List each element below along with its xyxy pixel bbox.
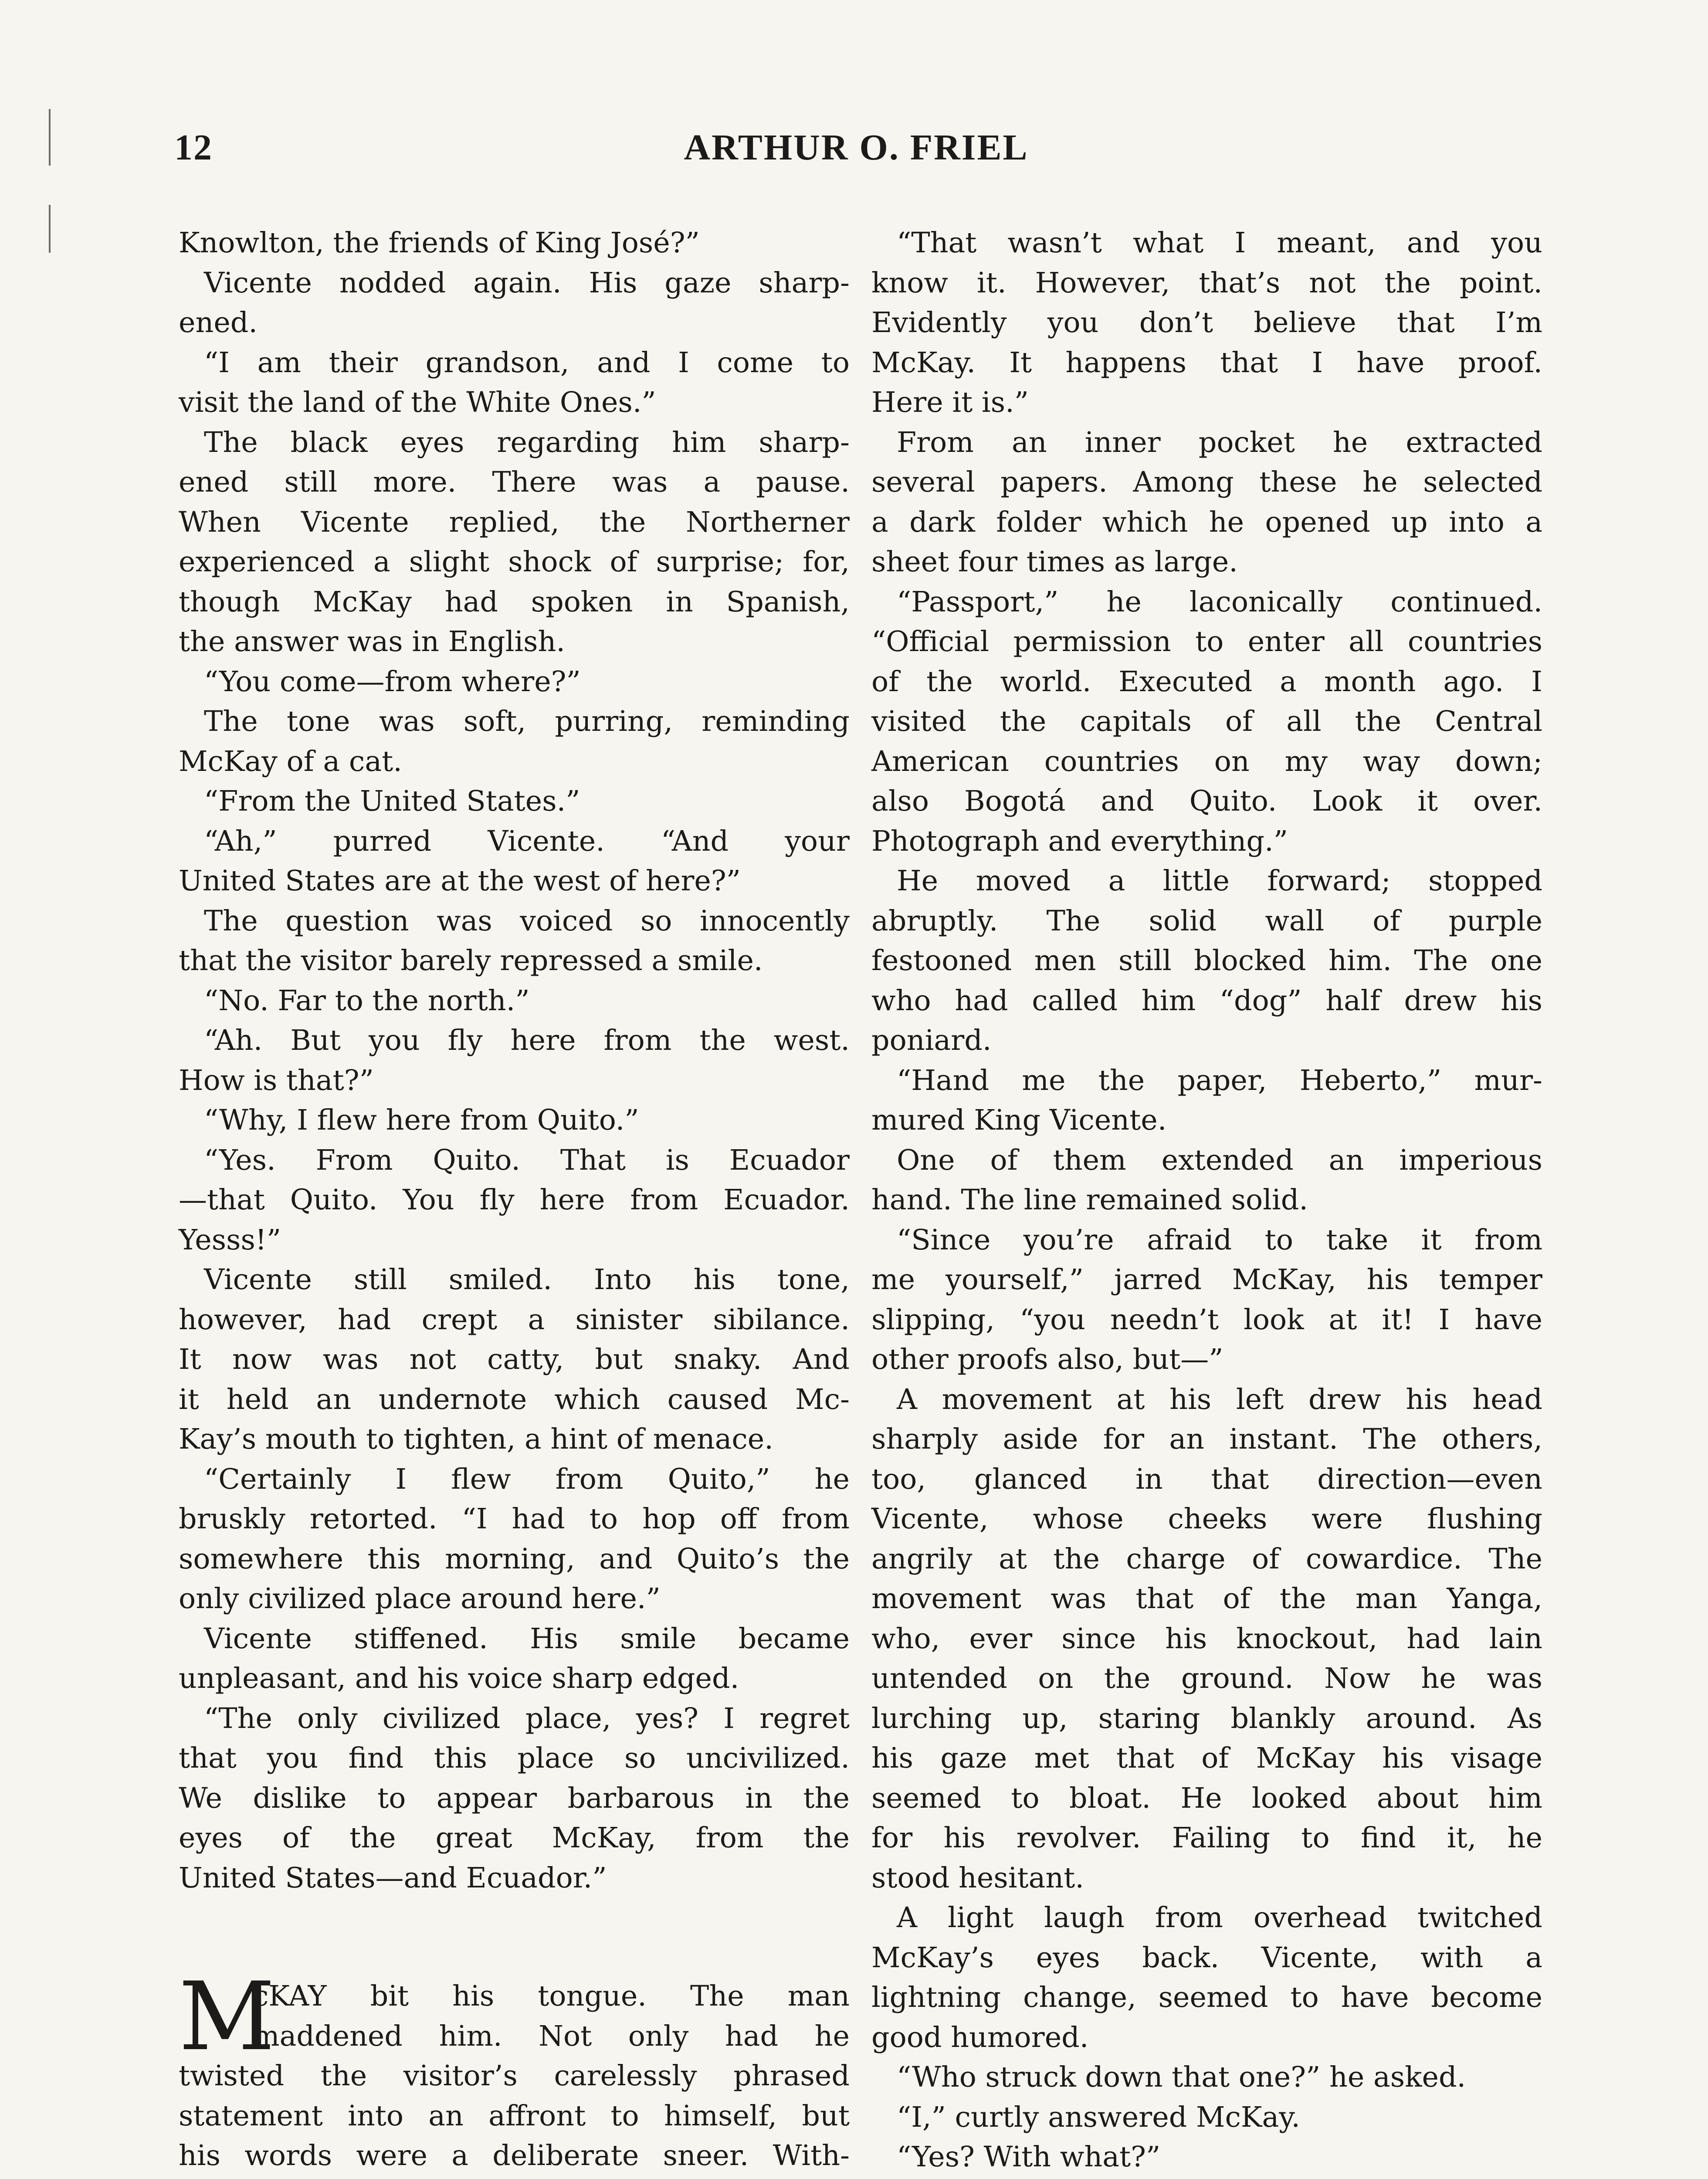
page-header <box>174 126 1538 192</box>
text-line: who, ever since his knockout, had lain <box>871 1622 1542 1655</box>
text-line: his gaze met that of McKay his visage <box>871 1742 1542 1775</box>
text-line: A light laugh from overhead twitched <box>897 1901 1542 1934</box>
text-line: The question was voiced so innocently <box>204 904 850 937</box>
drop-cap: M <box>179 1962 275 2071</box>
paragraph <box>179 1260 850 1459</box>
text-line: hand. The line remained solid. <box>871 1184 1308 1216</box>
paragraph <box>179 821 850 901</box>
dropcap-paragraph <box>179 1962 850 2179</box>
text-line: that the visitor barely repressed a smile. <box>179 944 763 977</box>
right-column <box>871 223 1542 2179</box>
text-line: —that Quito. You fly here from Ecuador. <box>179 1184 850 1216</box>
paragraph <box>179 343 850 423</box>
paragraph <box>179 1699 850 1898</box>
text-line: mured King Vicente. <box>871 1104 1167 1137</box>
text-line: “Since you’re afraid to take it from <box>897 1223 1542 1256</box>
binding-mark-bottom <box>49 205 51 253</box>
text-line: the answer was in English. <box>179 625 566 658</box>
text-line: “Who struck down that one?” he asked. <box>897 2061 1466 2094</box>
text-line: When Vicente replied, the Northerner <box>179 506 850 539</box>
running-head: ARTHUR O. FRIEL <box>684 127 1029 168</box>
text-line: several papers. Among these he selected <box>871 466 1542 499</box>
text-line: He moved a little forward; stopped <box>897 865 1542 897</box>
text-line: ened still more. There was a pause. <box>179 466 850 499</box>
text-line: Here it is.” <box>871 386 1029 419</box>
text-line: for his revolver. Failing to find it, he <box>871 1822 1542 1854</box>
text-line: Photograph and everything.” <box>871 825 1288 858</box>
text-line: “Yes? With what?” <box>897 2141 1161 2173</box>
text-line: of the world. Executed a month ago. I <box>871 665 1542 698</box>
text-line: “That wasn’t what I meant, and you <box>897 227 1542 259</box>
text-line: “Hand me the paper, Heberto,” mur- <box>897 1064 1542 1097</box>
text-line: poniard. <box>871 1024 992 1057</box>
text-line: “Ah,” purred Vicente. “And your <box>204 825 850 858</box>
text-line: McKay. It happens that I have proof. <box>871 346 1542 379</box>
text-line: From an inner pocket he extracted <box>897 426 1542 459</box>
text-line: sharply aside for an instant. The others, <box>871 1423 1542 1456</box>
text-line: lightning change, seemed to have become <box>871 1981 1542 2014</box>
text-line: “No. Far to the north.” <box>204 984 530 1017</box>
paragraph <box>179 1021 850 1100</box>
text-line: United States are at the west of here?” <box>179 865 741 897</box>
text-line: Evidently you don’t believe that I’m <box>871 306 1542 339</box>
paragraph <box>871 1061 1542 1140</box>
text-line: Vicente stiffened. His smile became <box>204 1622 850 1655</box>
paragraph <box>871 861 1542 1061</box>
paragraph <box>871 1140 1542 1220</box>
text-line: know it. However, that’s not the point. <box>871 266 1542 299</box>
text-line: United States—and Ecuador.” <box>179 1861 607 1894</box>
text-line: twisted the visitor’s carelessly phrased <box>179 2060 850 2092</box>
text-line: that you find this place so uncivilized. <box>179 1742 850 1775</box>
text-line: The tone was soft, purring, reminding <box>204 705 850 738</box>
paragraph <box>179 662 850 702</box>
paragraph <box>871 423 1542 582</box>
text-line: How is that?” <box>179 1064 374 1097</box>
text-line: The black eyes regarding him sharp- <box>204 426 850 459</box>
text-line: eyes of the great McKay, from the <box>179 1822 850 1854</box>
text-line: movement was that of the man Yanga, <box>871 1582 1542 1615</box>
text-line: statement into an affront to himself, but <box>179 2099 850 2132</box>
text-line: We dislike to appear barbarous in the <box>179 1782 850 1815</box>
text-line: untended on the ground. Now he was <box>871 1662 1542 1695</box>
paragraph <box>179 702 850 781</box>
text-line: slipping, “you needn’t look at it! I have <box>871 1303 1542 1336</box>
paragraph <box>871 1220 1542 1380</box>
paragraph <box>179 1459 850 1619</box>
text-line: maddened him. Not only had he <box>253 2019 850 2053</box>
text-line: stood hesitant. <box>871 1861 1084 1894</box>
text-line: McKay’s eyes back. Vicente, with a <box>871 1941 1542 1974</box>
text-line: American countries on my way down; <box>871 745 1542 778</box>
paragraph <box>871 582 1542 862</box>
text-line: “Certainly I flew from Quito,” he <box>204 1463 850 1496</box>
binding-mark-top <box>49 109 51 166</box>
text-line: his words were a deliberate sneer. With- <box>179 2139 850 2172</box>
text-line <box>179 2176 850 2179</box>
text-line: it held an undernote which caused Mc- <box>179 1383 850 1416</box>
paragraph <box>179 1100 850 1140</box>
text-line: “Official permission to enter all countries <box>871 625 1542 658</box>
paragraph <box>179 1140 850 1260</box>
text-line: other proofs also, but—” <box>871 1343 1223 1376</box>
text-line: “I,” curtly answered McKay. <box>897 2101 1300 2134</box>
paragraph <box>871 2057 1542 2098</box>
paragraph <box>871 2137 1542 2177</box>
paragraph <box>179 781 850 821</box>
text-line: experienced a slight shock of surprise; for, <box>179 546 850 578</box>
text-line <box>871 2177 1542 2179</box>
text-line: angrily at the charge of cowardice. The <box>871 1542 1542 1575</box>
paragraph <box>179 423 850 662</box>
text-line: unpleasant, and his voice sharp edged. <box>179 1662 739 1695</box>
paragraph <box>871 2098 1542 2138</box>
paragraph <box>871 223 1542 423</box>
text-line: abruptly. The solid wall of purple <box>871 904 1542 937</box>
text-line: “The only civilized place, yes? I regret <box>204 1702 850 1735</box>
paragraph <box>179 981 850 1021</box>
text-line: “Why, I flew here from Quito.” <box>204 1104 639 1137</box>
text-line: good humored. <box>871 2021 1089 2054</box>
left-column <box>179 223 850 2179</box>
text-line: a dark folder which he opened up into a <box>871 506 1542 539</box>
text-line: “Ah. But you fly here from the west. <box>204 1024 850 1057</box>
paragraph <box>871 1380 1542 1898</box>
text-line: ened. <box>179 306 258 339</box>
text-line: who had called him “dog” half drew his <box>871 984 1542 1017</box>
text-line: Vicente nodded again. His gaze sharp- <box>204 266 850 299</box>
text-line: cKAY bit his tongue. The man <box>253 1980 850 2013</box>
text-line: only civilized place around here.” <box>179 1582 661 1615</box>
paragraph <box>871 2177 1542 2179</box>
text-line: seemed to bloat. He looked about him <box>871 1782 1542 1815</box>
text-line: visit the land of the White Ones.” <box>179 386 656 419</box>
paragraph <box>179 263 850 343</box>
paragraph <box>179 1619 850 1699</box>
text-line: visited the capitals of all the Central <box>871 705 1542 738</box>
text-line: also Bogotá and Quito. Look it over. <box>871 785 1542 818</box>
text-line: A movement at his left drew his head <box>897 1383 1542 1416</box>
section-break <box>179 1898 850 1976</box>
text-line: Knowlton, the friends of King José?” <box>179 227 700 259</box>
paragraph <box>179 223 850 263</box>
text-line: too, glanced in that direction—even <box>871 1463 1542 1496</box>
text-line: festooned men still blocked him. The one <box>871 944 1542 977</box>
text-line: “From the United States.” <box>204 785 580 818</box>
text-line: Yesss!” <box>179 1223 281 1256</box>
paragraph <box>871 1898 1542 2057</box>
paragraph <box>179 901 850 981</box>
text-line: Vicente, whose cheeks were flushing <box>871 1503 1542 1535</box>
text-line: McKay of a cat. <box>179 745 402 778</box>
text-line: however, had crept a sinister sibilance. <box>179 1303 850 1336</box>
text-line: It now was not catty, but snaky. And <box>179 1343 850 1376</box>
text-line: sheet four times as large. <box>871 546 1238 578</box>
text-line: “Yes. From Quito. That is Ecuador <box>204 1144 850 1177</box>
page-number: 12 <box>174 127 213 168</box>
text-line: One of them extended an imperious <box>897 1144 1542 1177</box>
text-line: “I am their grandson, and I come to <box>204 346 850 379</box>
text-line: Kay’s mouth to tighten, a hint of menace. <box>179 1423 773 1456</box>
text-line: bruskly retorted. “I had to hop off from <box>179 1503 850 1535</box>
text-line: lurching up, staring blankly around. As <box>871 1702 1542 1735</box>
text-line: Vicente still smiled. Into his tone, <box>204 1263 850 1296</box>
text-line: me yourself,” jarred McKay, his temper <box>871 1263 1542 1296</box>
text-line: “You come—from where?” <box>204 665 581 698</box>
text-line: though McKay had spoken in Spanish, <box>179 585 850 618</box>
text-line: “Passport,” he laconically continued. <box>897 585 1542 618</box>
text-line: somewhere this morning, and Quito’s the <box>179 1542 850 1575</box>
